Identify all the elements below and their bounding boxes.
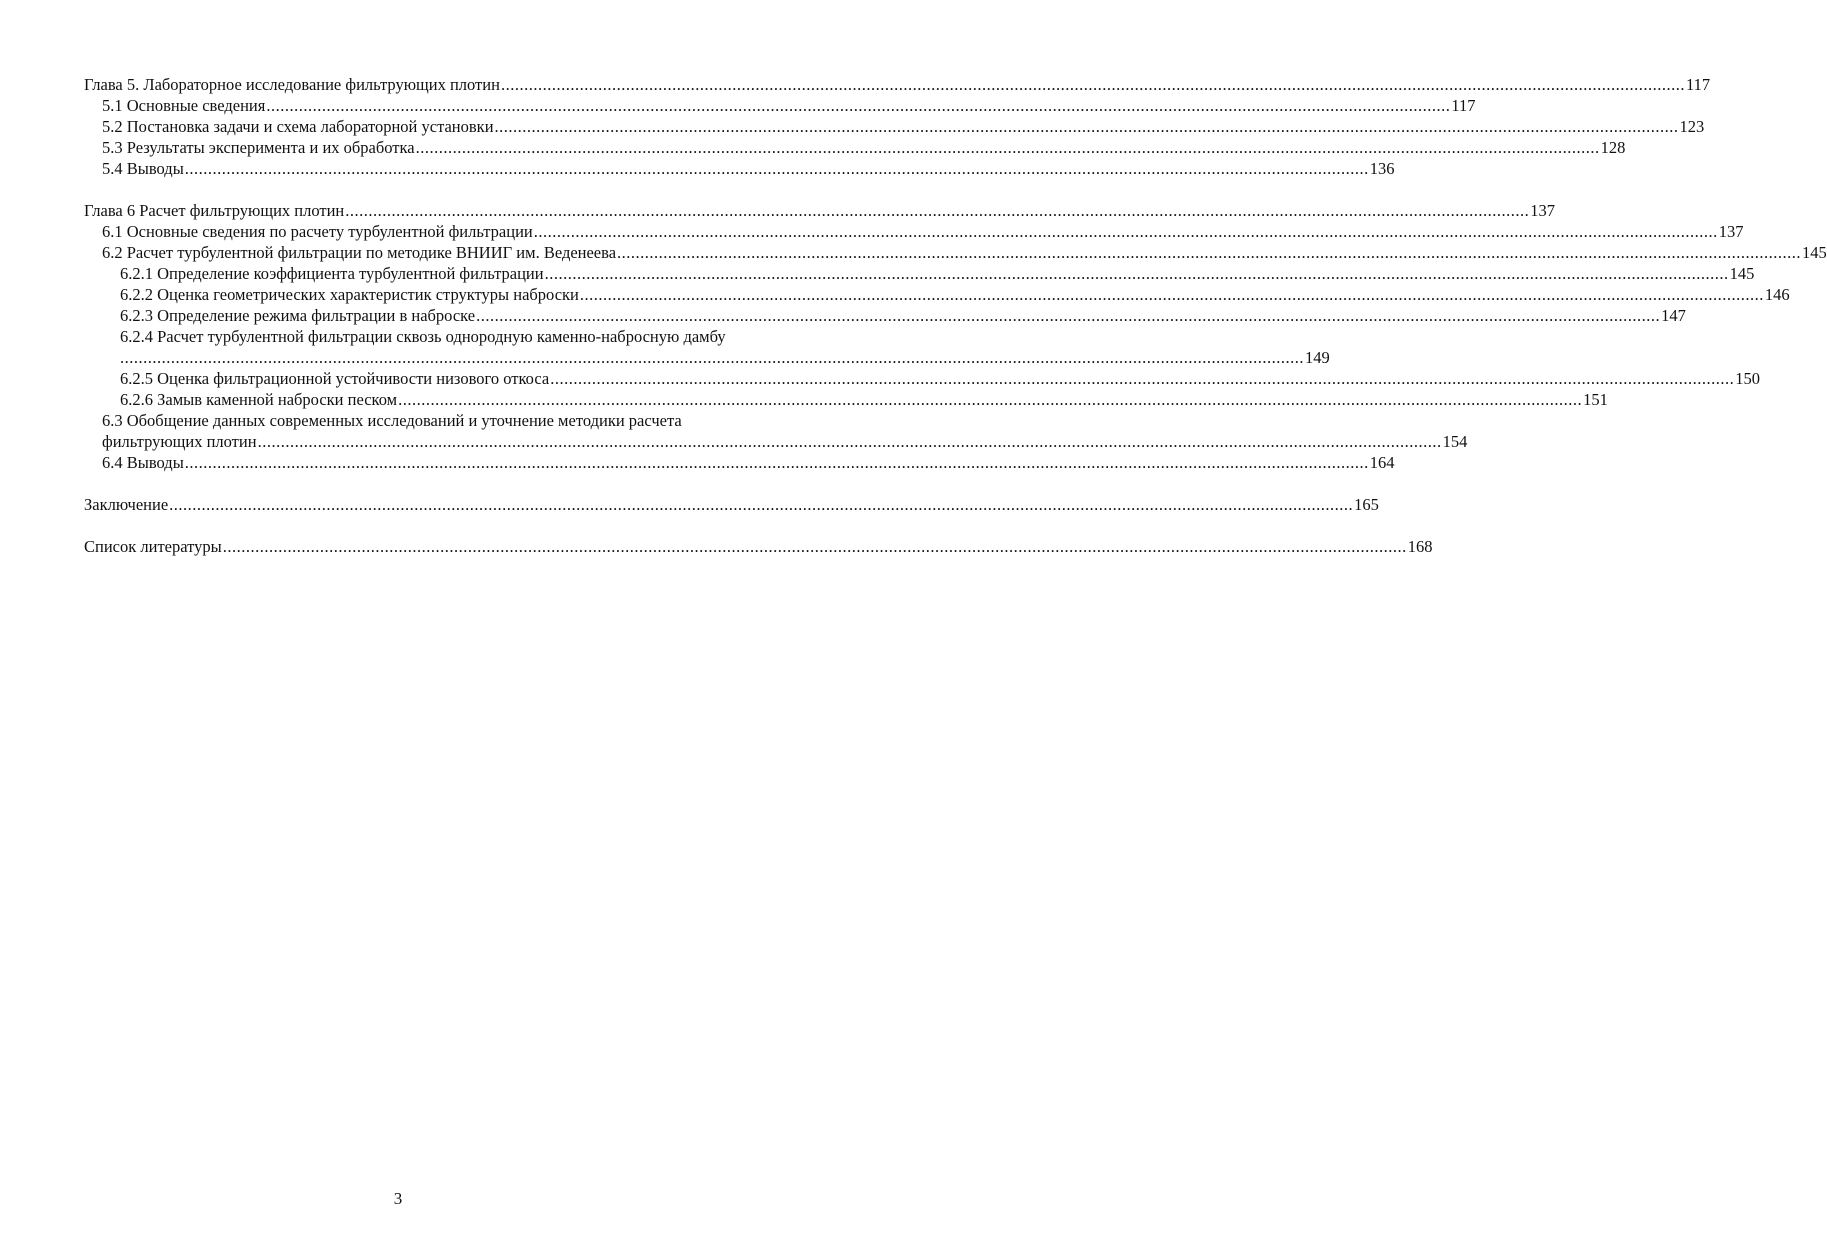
toc-entry-page: 128 bbox=[1600, 138, 1626, 157]
dot-leader bbox=[550, 368, 1734, 389]
toc-entry-page: 154 bbox=[1442, 432, 1468, 451]
toc-entry-page: 150 bbox=[1735, 369, 1760, 388]
toc-entry-6-3-continuation[interactable] bbox=[84, 431, 1468, 452]
toc-entry-6-2-2[interactable] bbox=[84, 284, 1790, 305]
dot-leader bbox=[120, 347, 1304, 368]
toc-entry-title: 6.4 Выводы bbox=[102, 453, 184, 472]
spacer bbox=[84, 515, 748, 536]
toc-entry-page: 117 bbox=[1451, 96, 1476, 115]
toc-entry-title: Глава 5. Лабораторное исследование фильтрующих плотин bbox=[84, 75, 500, 94]
toc-entry-6-2-1[interactable] bbox=[84, 263, 1755, 284]
spacer bbox=[84, 473, 748, 494]
page-number: 3 bbox=[393, 1189, 403, 1208]
dot-leader bbox=[534, 221, 1718, 242]
toc-entry-6-1[interactable] bbox=[84, 221, 1744, 242]
spacer bbox=[84, 179, 748, 200]
toc-entry-page: 123 bbox=[1679, 117, 1705, 136]
toc-entry-title: 6.2.3 Определение режима фильтрации в наброске bbox=[120, 306, 476, 325]
toc-entry-page: 151 bbox=[1583, 390, 1608, 409]
toc-entry-6-3[interactable] bbox=[84, 410, 748, 431]
dot-leader bbox=[416, 137, 1600, 158]
toc-entry-5-1[interactable] bbox=[84, 95, 1476, 116]
dot-leader bbox=[476, 305, 1660, 326]
toc-entry-title: 6.2.5 Оценка фильтрационной устойчивости низового откоса bbox=[120, 369, 550, 388]
toc-entry-title: Глава 6 Расчет фильтрующих плотин bbox=[84, 201, 345, 220]
toc-entry-5-2[interactable] bbox=[84, 116, 1705, 137]
toc-entry-title: 6.2 Расчет турбулентной фильтрации по методике ВНИИГ им. Веденеева bbox=[102, 243, 617, 262]
toc-entry-chapter-6[interactable] bbox=[84, 200, 1556, 221]
toc-entry-chapter-5[interactable] bbox=[84, 74, 1711, 95]
toc-entry-page: 145 bbox=[1729, 264, 1755, 283]
toc-entry-5-4[interactable] bbox=[84, 158, 1395, 179]
table-of-contents bbox=[84, 74, 1827, 557]
toc-entry-6-2-4-continuation[interactable] bbox=[84, 347, 1330, 368]
toc-entry-page: 146 bbox=[1764, 285, 1790, 304]
toc-entry-6-2-6[interactable] bbox=[84, 389, 1608, 410]
toc-entry-page: 165 bbox=[1354, 495, 1379, 514]
toc-entry-6-2-5[interactable] bbox=[84, 368, 1760, 389]
toc-entry-conclusion[interactable] bbox=[84, 494, 1379, 515]
toc-entry-title: 5.4 Выводы bbox=[102, 159, 184, 178]
dot-leader bbox=[580, 284, 1764, 305]
toc-entry-page: 136 bbox=[1369, 159, 1395, 178]
dot-leader bbox=[223, 536, 1407, 557]
toc-entry-6-4[interactable] bbox=[84, 452, 1395, 473]
toc-entry-6-2-4[interactable] bbox=[84, 326, 748, 347]
dot-leader bbox=[545, 263, 1729, 284]
toc-entry-title: Список литературы bbox=[84, 537, 222, 556]
toc-entry-title: 6.2.1 Определение коэффициента турбулентной фильтрации bbox=[120, 264, 544, 283]
toc-entry-title: 6.2.2 Оценка геометрических характеристик структуры наброски bbox=[120, 285, 579, 304]
toc-entry-title: 6.2.4 Расчет турбулентной фильтрации сквозь однородную каменно-набросную дамбу bbox=[120, 327, 726, 346]
dot-leader bbox=[495, 116, 1679, 137]
toc-entry-title: 5.3 Результаты эксперимента и их обработка bbox=[102, 138, 415, 157]
dot-leader bbox=[398, 389, 1582, 410]
dot-leader bbox=[185, 452, 1369, 473]
toc-entry-title: фильтрующих плотин bbox=[102, 432, 257, 451]
dot-leader bbox=[501, 74, 1685, 95]
toc-entry-page: 117 bbox=[1685, 75, 1711, 94]
toc-entry-title: 5.1 Основные сведения bbox=[102, 96, 266, 115]
toc-entry-page: 164 bbox=[1369, 453, 1395, 472]
toc-entry-6-2-3[interactable] bbox=[84, 305, 1686, 326]
toc-entry-title: 6.1 Основные сведения по расчету турбулентной фильтрации bbox=[102, 222, 533, 241]
toc-entry-title: Заключение bbox=[84, 495, 169, 514]
toc-entry-page: 137 bbox=[1530, 201, 1556, 220]
dot-leader bbox=[266, 95, 1450, 116]
toc-entry-5-3[interactable] bbox=[84, 137, 1626, 158]
toc-entry-page: 145 bbox=[1802, 243, 1827, 262]
dot-leader bbox=[258, 431, 1442, 452]
toc-entry-page: 147 bbox=[1661, 306, 1686, 325]
toc-entry-6-2[interactable] bbox=[84, 242, 1827, 263]
toc-entry-title: 6.2.6 Замыв каменной наброски песком bbox=[120, 390, 398, 409]
toc-entry-page: 137 bbox=[1718, 222, 1744, 241]
dot-leader bbox=[169, 494, 1353, 515]
dot-leader bbox=[185, 158, 1369, 179]
dot-leader bbox=[345, 200, 1529, 221]
toc-entry-references[interactable] bbox=[84, 536, 1433, 557]
dot-leader bbox=[617, 242, 1801, 263]
toc-entry-page: 149 bbox=[1305, 348, 1330, 367]
toc-entry-title: 6.3 Обобщение данных современных исследований и уточнение методики расчета bbox=[102, 411, 682, 430]
toc-entry-title: 5.2 Постановка задачи и схема лабораторной установки bbox=[102, 117, 494, 136]
toc-entry-page: 168 bbox=[1407, 537, 1433, 556]
